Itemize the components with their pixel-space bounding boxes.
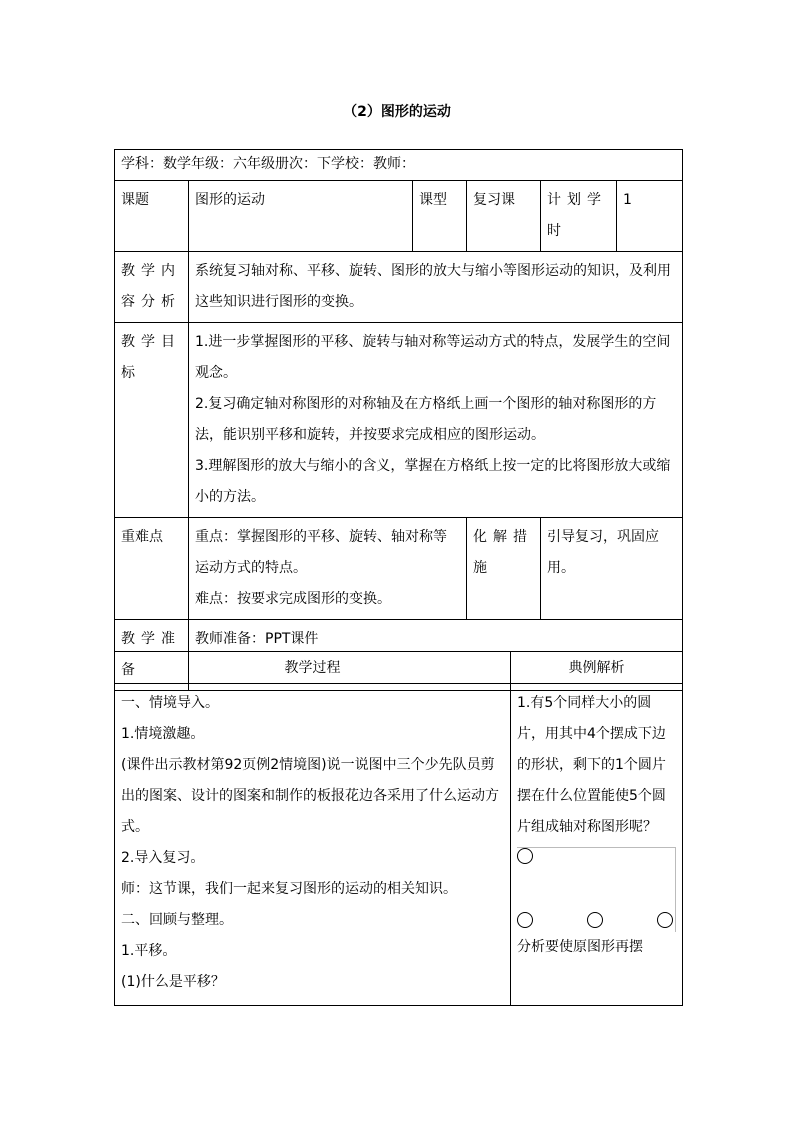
process-line: 2.导入复习。 (121, 850, 205, 866)
circle-bottom-middle (587, 912, 603, 928)
preparation-label: 教学准备 (115, 620, 189, 691)
objective-item: 1.进一步掌握图形的平移、旋转与轴对称等运动方式的特点，发展学生的空间观念。 (195, 334, 671, 381)
solve-label: 化解措施 (467, 518, 541, 620)
solve-value: 引导复习，巩固应用。 (541, 518, 683, 620)
process-header: 教学过程 (115, 652, 511, 684)
content-analysis-text: 系统复习轴对称、平移、旋转、图形的放大与缩小等图形运动的知识，及利用这些知识进行图形的变换。 (189, 252, 683, 323)
hours-label: 计划学时 (541, 181, 617, 252)
type-value: 复习课 (467, 181, 541, 252)
key-point: 重点：掌握图形的平移、旋转、轴对称等运动方式的特点。 (195, 529, 447, 576)
objective-item: 3.理解图形的放大与缩小的含义，掌握在方格纸上按一定的比将图形放大或缩小的方法。 (195, 458, 671, 505)
example-header: 典例解析 (511, 652, 683, 684)
objective-item: 2.复习确定轴对称图形的对称轴及在方格纸上画一个图形的轴对称图形的方法，能识别平移和旋转，并按要求完成相应的图形运动。 (195, 396, 657, 443)
process-line: 二、回顾与整理。 (121, 912, 233, 928)
process-line: 1.平移。 (121, 943, 177, 959)
content-analysis-label: 教学内容分析 (115, 252, 189, 323)
key-points-content (189, 518, 467, 620)
process-line: (课件出示教材第92页例2情境图)说一说图中三个少先队员剪出的图案、设计的图案和制作的板报花边各采用了什么运动方式。 (121, 757, 499, 835)
process-line: 1.情境激趣。 (121, 726, 205, 742)
process-line: (1)什么是平移？ (121, 974, 225, 990)
example-question: 1.有5个同样大小的圆片，用其中4个摆成下边的形状，剩下的1个圆片摆在什么位置能使5个圆片组成轴对称图形呢？ (517, 695, 666, 835)
difficult-point: 难点：按要求完成图形的变换。 (195, 591, 391, 607)
type-label: 课型 (413, 181, 467, 252)
example-content (511, 684, 683, 1006)
circle-bottom-right (657, 912, 673, 928)
objectives-label: 教学目标 (115, 323, 189, 518)
header-line: 学科：数学年级：六年级册次：下学校：教师： (115, 150, 683, 181)
preparation-value: 教师准备：PPT课件 (189, 620, 683, 691)
example-analysis: 分析要使原图形再摆 (517, 939, 643, 955)
objectives-list (189, 323, 683, 518)
circle-top-left (517, 848, 533, 864)
key-points-label: 重难点 (115, 518, 189, 620)
process-content (115, 684, 511, 1006)
circle-bottom-left (517, 912, 533, 928)
process-line: 一、情境导入。 (121, 695, 219, 711)
circles-figure (517, 847, 676, 932)
process-line: 师：这节课，我们一起来复习图形的运动的相关知识。 (121, 881, 457, 897)
hours-value: 1 (617, 181, 683, 252)
page-title: （2）图形的运动 (343, 104, 451, 120)
topic-label: 课题 (115, 181, 189, 252)
topic-value: 图形的运动 (189, 181, 413, 252)
process-table (114, 651, 683, 1006)
lesson-info-table (114, 149, 683, 691)
